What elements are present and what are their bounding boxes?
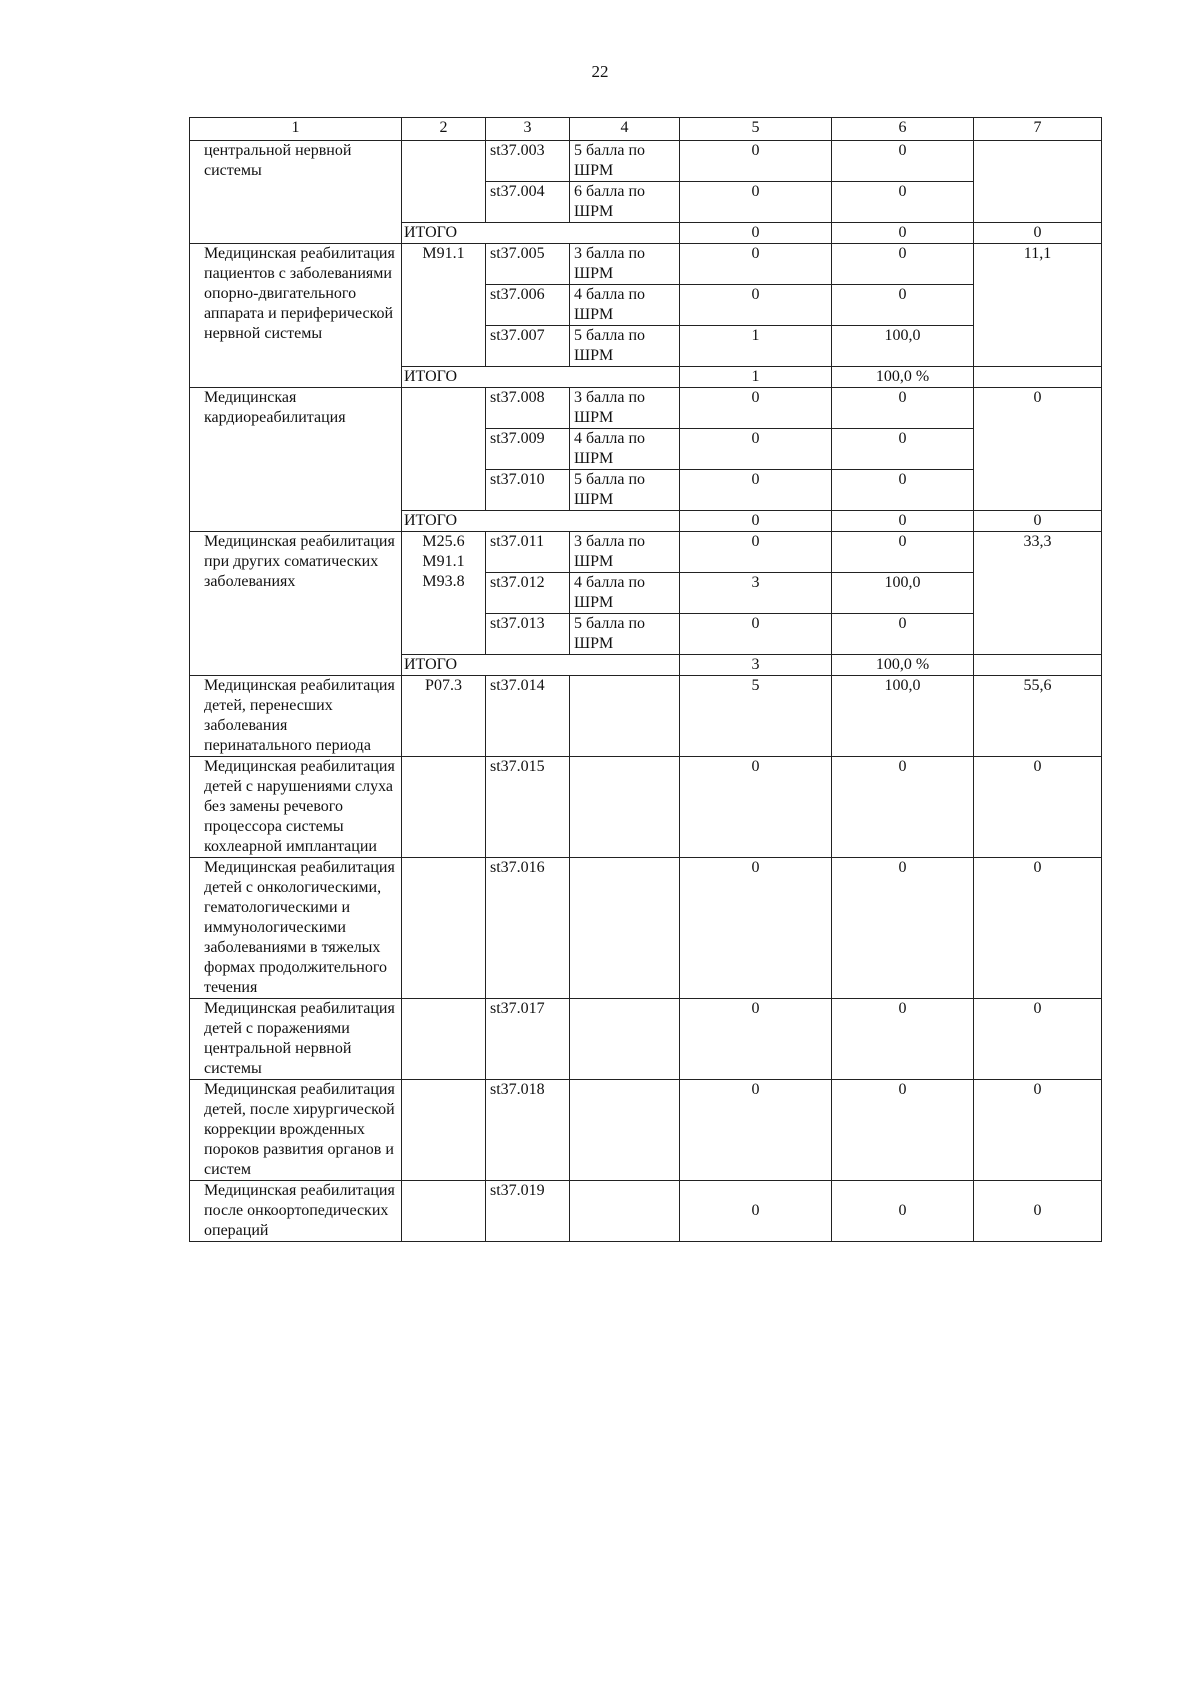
col5-value: 0	[680, 999, 832, 1080]
group-name-cell: Медицинская реабилитация детей, после хирургической коррекции врожденных пороков развития органов и систем	[190, 1080, 402, 1181]
total-col6: 100,0 %	[832, 655, 974, 676]
ksg-code-cell: st37.004	[486, 182, 570, 223]
description-cell: 5 балла по ШРМ	[570, 470, 680, 511]
table-row	[190, 676, 1102, 757]
col5-value: 0	[680, 1080, 832, 1181]
group-name-cell: Медицинская реабилитация после онкоортопедических операций	[190, 1181, 402, 1242]
diagnosis-codes-cell	[402, 1181, 486, 1242]
col6-value: 0	[832, 244, 974, 285]
column-header-5: 5	[680, 118, 832, 141]
ksg-code-cell: st37.010	[486, 470, 570, 511]
table-row	[190, 388, 1102, 429]
table-row	[190, 244, 1102, 285]
diagnosis-codes-cell: M25.6 M91.1 M93.8	[402, 532, 486, 655]
total-col5: 0	[680, 223, 832, 244]
header-row	[190, 118, 1102, 141]
col5-value: 0	[680, 429, 832, 470]
description-cell: 3 балла по ШРМ	[570, 244, 680, 285]
total-col6: 0	[832, 511, 974, 532]
col5-value: 0	[680, 182, 832, 223]
column-header-1: 1	[190, 118, 402, 141]
page-number: 22	[591, 62, 609, 81]
total-col7: 0	[974, 511, 1102, 532]
table-row	[190, 1181, 1102, 1242]
col7-value: 11,1	[974, 244, 1102, 367]
col6-value: 0	[832, 1181, 974, 1242]
col6-value: 100,0	[832, 573, 974, 614]
total-label: ИТОГО	[402, 223, 680, 244]
description-cell	[570, 757, 680, 858]
total-col7: 0	[974, 223, 1102, 244]
description-cell: 4 балла по ШРМ	[570, 285, 680, 326]
col6-value: 0	[832, 388, 974, 429]
col6-value: 0	[832, 1080, 974, 1181]
diagnosis-codes-cell	[402, 141, 486, 223]
col7-value: 0	[974, 1181, 1102, 1242]
col7-value: 0	[974, 757, 1102, 858]
diagnosis-codes-cell: P07.3	[402, 676, 486, 757]
column-header-6: 6	[832, 118, 974, 141]
group-name-cell: Медицинская кардиореабилитация	[190, 388, 402, 532]
col6-value: 0	[832, 429, 974, 470]
col6-value: 100,0	[832, 676, 974, 757]
diagnosis-codes-cell	[402, 388, 486, 511]
description-cell: 4 балла по ШРМ	[570, 573, 680, 614]
description-cell: 5 балла по ШРМ	[570, 614, 680, 655]
description-cell	[570, 1080, 680, 1181]
col7-value: 33,3	[974, 532, 1102, 655]
diagnosis-codes-cell	[402, 757, 486, 858]
column-header-2: 2	[402, 118, 486, 141]
col5-value: 0	[680, 244, 832, 285]
col6-value: 0	[832, 614, 974, 655]
col5-value: 0	[680, 470, 832, 511]
col7-value: 0	[974, 999, 1102, 1080]
description-cell: 3 балла по ШРМ	[570, 388, 680, 429]
col6-value: 0	[832, 470, 974, 511]
col6-value: 0	[832, 532, 974, 573]
ksg-code-cell: st37.018	[486, 1080, 570, 1181]
ksg-code-cell: st37.005	[486, 244, 570, 285]
total-col6: 100,0 %	[832, 367, 974, 388]
ksg-code-cell: st37.017	[486, 999, 570, 1080]
col5-value: 0	[680, 614, 832, 655]
diagnosis-codes-cell	[402, 858, 486, 999]
table-body	[190, 118, 1102, 1242]
col6-value: 0	[832, 757, 974, 858]
col5-value: 0	[680, 1181, 832, 1242]
table-row	[190, 858, 1102, 999]
col7-value: 55,6	[974, 676, 1102, 757]
group-name-cell: центральной нервной системы	[190, 141, 402, 244]
table-row	[190, 757, 1102, 858]
col6-value: 0	[832, 285, 974, 326]
table-row	[190, 1080, 1102, 1181]
description-cell	[570, 1181, 680, 1242]
total-label: ИТОГО	[402, 367, 680, 388]
col5-value: 3	[680, 573, 832, 614]
ksg-code-cell: st37.003	[486, 141, 570, 182]
total-col5: 3	[680, 655, 832, 676]
ksg-code-cell: st37.016	[486, 858, 570, 999]
column-header-3: 3	[486, 118, 570, 141]
ksg-code-cell: st37.012	[486, 573, 570, 614]
col5-value: 0	[680, 532, 832, 573]
description-cell: 6 балла по ШРМ	[570, 182, 680, 223]
group-name-cell: Медицинская реабилитация детей с онкологическими, гематологическими и иммунологическими заболеваниями в тяжелых формах продолжительного течения	[190, 858, 402, 999]
col5-value: 5	[680, 676, 832, 757]
col7-value: 0	[974, 1080, 1102, 1181]
col5-value: 0	[680, 757, 832, 858]
ksg-code-cell: st37.008	[486, 388, 570, 429]
ksg-code-cell: st37.014	[486, 676, 570, 757]
description-cell: 4 балла по ШРМ	[570, 429, 680, 470]
table-row	[190, 999, 1102, 1080]
total-col6: 0	[832, 223, 974, 244]
table-row	[190, 532, 1102, 573]
total-label: ИТОГО	[402, 655, 680, 676]
col5-value: 1	[680, 326, 832, 367]
total-col5: 1	[680, 367, 832, 388]
total-label: ИТОГО	[402, 511, 680, 532]
description-cell	[570, 676, 680, 757]
col5-value: 0	[680, 141, 832, 182]
col7-value	[974, 141, 1102, 223]
col6-value: 0	[832, 858, 974, 999]
ksg-code-cell: st37.013	[486, 614, 570, 655]
diagnosis-codes-cell	[402, 1080, 486, 1181]
col5-value: 0	[680, 388, 832, 429]
ksg-code-cell: st37.011	[486, 532, 570, 573]
description-cell	[570, 999, 680, 1080]
col6-value: 0	[832, 141, 974, 182]
total-col5: 0	[680, 511, 832, 532]
group-name-cell: Медицинская реабилитация при других соматических заболеваниях	[190, 532, 402, 676]
group-name-cell: Медицинская реабилитация детей с поражениями центральной нервной системы	[190, 999, 402, 1080]
group-name-cell: Медицинская реабилитация детей, перенесших заболевания перинатального периода	[190, 676, 402, 757]
description-cell: 5 балла по ШРМ	[570, 326, 680, 367]
rehabilitation-table	[189, 117, 1102, 1242]
table-row	[190, 141, 1102, 182]
col5-value: 0	[680, 285, 832, 326]
ksg-code-cell: st37.009	[486, 429, 570, 470]
col7-value: 0	[974, 388, 1102, 511]
ksg-code-cell: st37.007	[486, 326, 570, 367]
diagnosis-codes-cell: M91.1	[402, 244, 486, 367]
diagnosis-codes-cell	[402, 999, 486, 1080]
ksg-code-cell: st37.006	[486, 285, 570, 326]
total-col7	[974, 367, 1102, 388]
group-name-cell: Медицинская реабилитация пациентов с заболеваниями опорно-двигательного аппарата и периферической нервной системы	[190, 244, 402, 388]
col6-value: 100,0	[832, 326, 974, 367]
description-cell	[570, 858, 680, 999]
ksg-code-cell: st37.019	[486, 1181, 570, 1242]
col6-value: 0	[832, 999, 974, 1080]
description-cell: 5 балла по ШРМ	[570, 141, 680, 182]
description-cell: 3 балла по ШРМ	[570, 532, 680, 573]
col6-value: 0	[832, 182, 974, 223]
total-col7	[974, 655, 1102, 676]
column-header-7: 7	[974, 118, 1102, 141]
column-header-4: 4	[570, 118, 680, 141]
col5-value: 0	[680, 858, 832, 999]
ksg-code-cell: st37.015	[486, 757, 570, 858]
group-name-cell: Медицинская реабилитация детей с нарушениями слуха без замены речевого процессора системы кохлеарной имплантации	[190, 757, 402, 858]
col7-value: 0	[974, 858, 1102, 999]
